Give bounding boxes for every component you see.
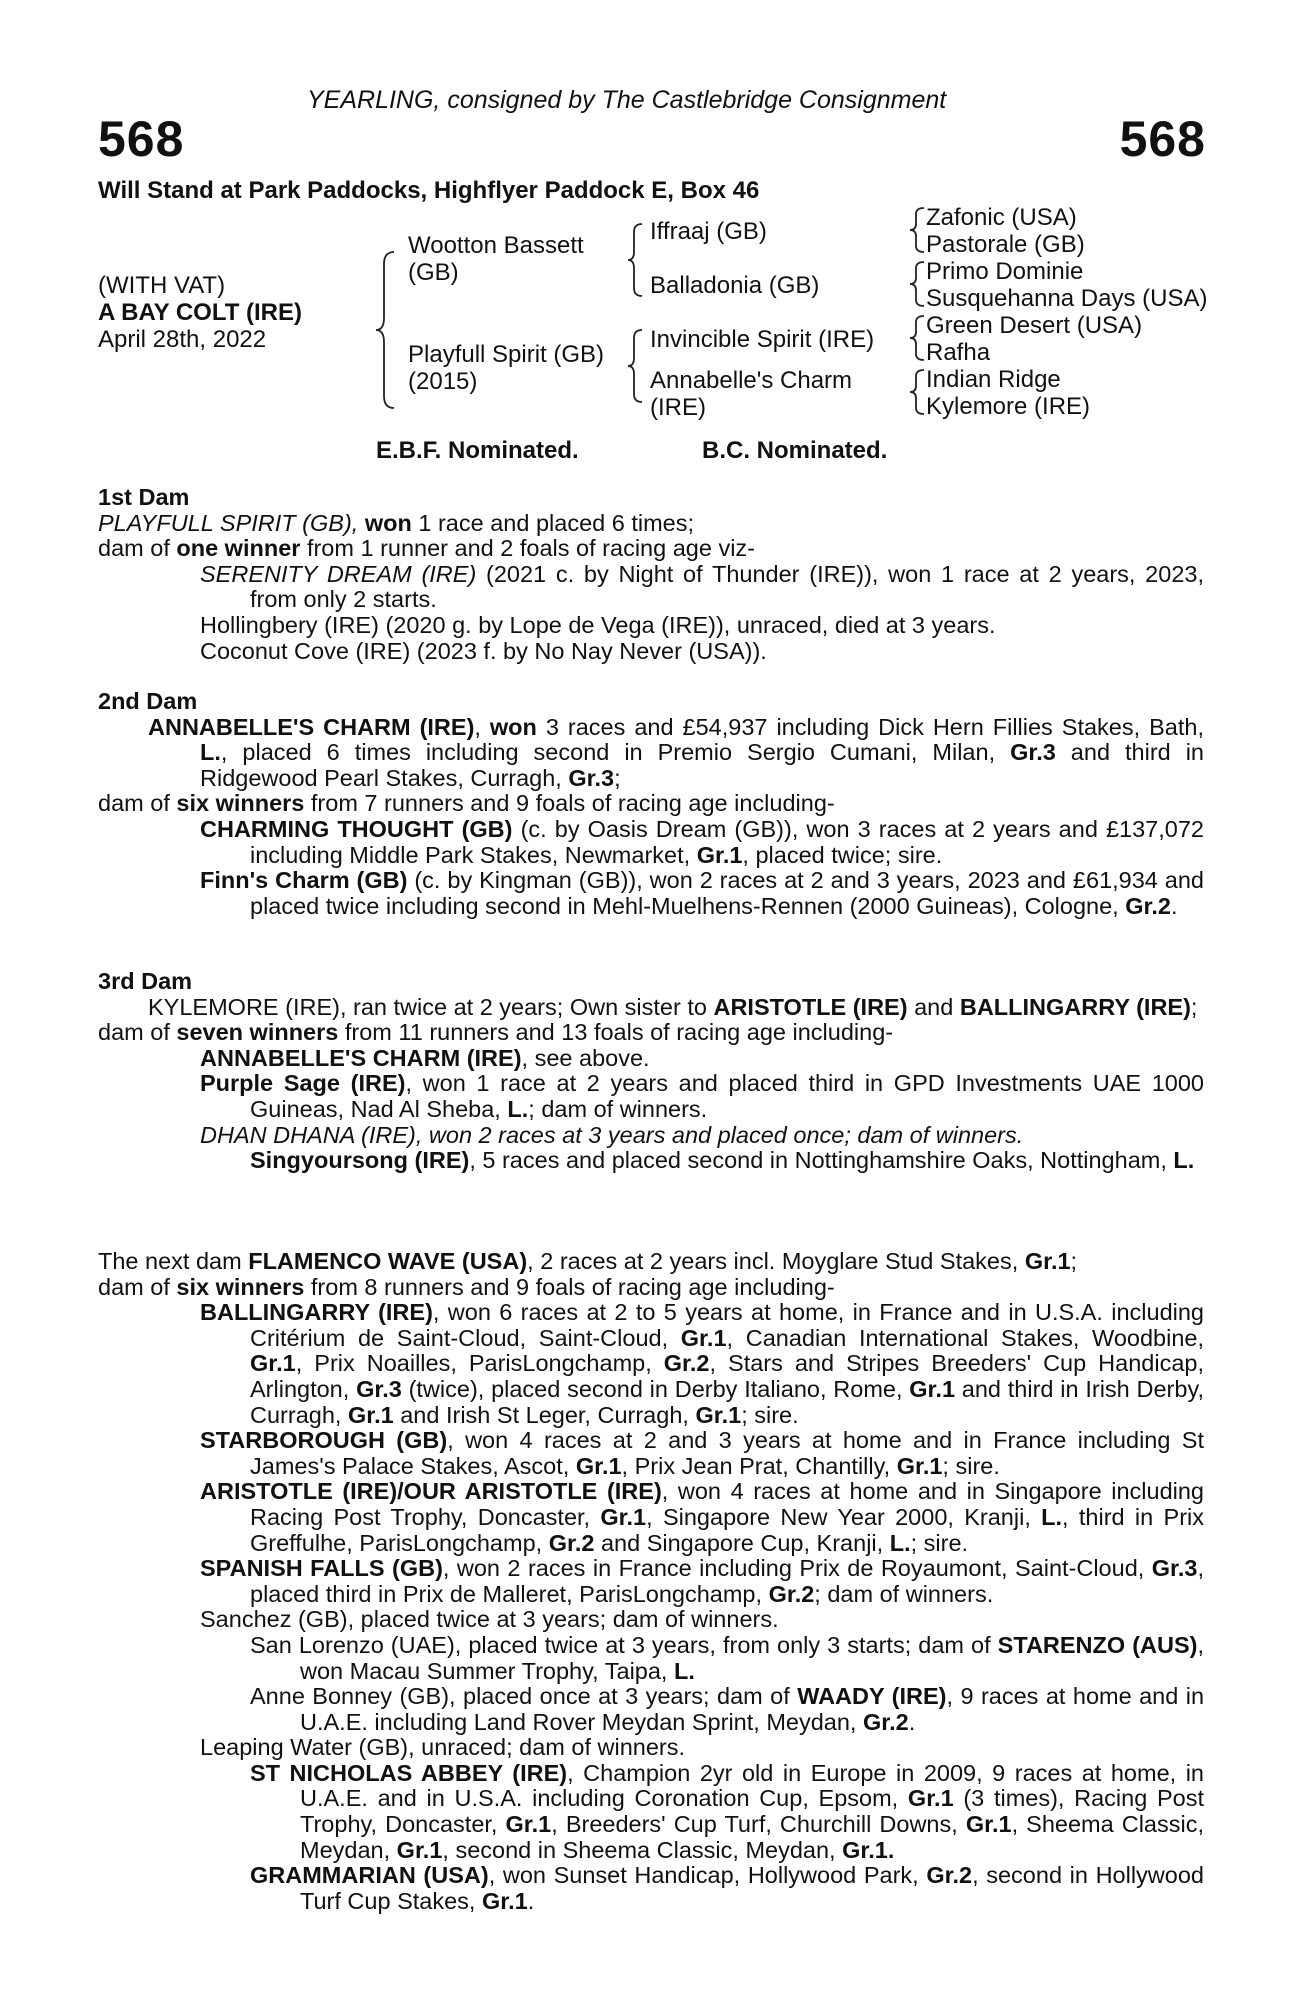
text: , second in Hollywood Turf Cup Stakes, bbox=[300, 1862, 1204, 1914]
text: dam of bbox=[98, 790, 177, 817]
second-dam-section bbox=[98, 689, 1204, 919]
section-heading: 3rd Dam bbox=[98, 968, 193, 994]
text: ; bbox=[1070, 1248, 1078, 1274]
text: , 5 races and placed second in Nottinghamshire Oaks, Nottingham, bbox=[469, 1147, 1174, 1174]
text: KYLEMORE (IRE), ran twice at 2 years; Own sister to bbox=[148, 993, 714, 1020]
g3-6: Rafha bbox=[926, 339, 991, 366]
winners-count: seven winners bbox=[176, 1019, 339, 1046]
vat-note: (WITH VAT) bbox=[98, 272, 226, 299]
produce-entry bbox=[98, 1684, 1204, 1735]
sire-dam: Balladonia (GB) bbox=[650, 272, 820, 299]
g3-4: Susquehanna Days (USA) bbox=[926, 285, 1208, 312]
dam-name: Playfull Spirit (GB) bbox=[408, 341, 605, 368]
text: , Singapore New Year 2000, Kranji, bbox=[646, 1503, 1042, 1530]
text: ; sire. bbox=[910, 1529, 969, 1556]
text: , third in Prix Greffulhe, ParisLongchamp, bbox=[250, 1503, 1204, 1556]
produce-name: ARISTOTLE (IRE)/OUR ARISTOTLE (IRE) bbox=[200, 1478, 662, 1505]
produce-name: GRAMMARIAN (USA) bbox=[250, 1862, 489, 1889]
grade: L. bbox=[674, 1657, 695, 1684]
produce-entry bbox=[98, 1148, 1204, 1174]
grade: Gr.1 bbox=[250, 1350, 296, 1377]
grade: Gr.1 bbox=[896, 1452, 943, 1479]
produce-entry bbox=[98, 1863, 1204, 1914]
produce-record: (2021 c. by Night of Thunder (IRE)), won 1 race at 2 years, 2023, from only 2 starts. bbox=[250, 560, 1204, 613]
produce-name: ST NICHOLAS ABBEY (IRE) bbox=[250, 1759, 568, 1786]
produce-entry: Leaping Water (GB), unraced; dam of winners. bbox=[200, 1734, 686, 1761]
text: and Singapore Cup, Kranji, bbox=[594, 1529, 890, 1556]
text: (c. by Oasis Dream (GB)), won 3 races at 2 years and £137,072 including Middle Park Stakes, Newmarket, bbox=[250, 815, 1204, 868]
g3-7: Indian Ridge bbox=[926, 366, 1061, 393]
produce-name: STARENZO (AUS) bbox=[997, 1631, 1198, 1658]
grade: Gr.1 bbox=[909, 1375, 956, 1402]
produce-entry: Hollingbery (IRE) (2020 g. by Lope de Vega (IRE)), unraced, died at 3 years. bbox=[200, 611, 996, 638]
text: , Sheema Classic, Meydan, bbox=[300, 1811, 1204, 1863]
grade: Gr.1 bbox=[907, 1785, 954, 1812]
text: , Prix Jean Prat, Chantilly, bbox=[621, 1452, 897, 1479]
dam-name: FLAMENCO WAVE (USA) bbox=[248, 1248, 528, 1274]
text: ; sire. bbox=[942, 1452, 1000, 1479]
stand-location: Will Stand at Park Paddocks, Highflyer Paddock E, Box 46 bbox=[98, 177, 760, 204]
winners-count: one winner bbox=[176, 535, 301, 562]
dam-year: (2015) bbox=[408, 368, 478, 395]
text: , 2 races at 2 years incl. Moyglare Stud Stakes, bbox=[527, 1248, 1025, 1274]
text: , placed third in Prix de Malleret, ParisLongchamp, bbox=[250, 1555, 1204, 1607]
produce-entry bbox=[98, 1071, 1204, 1122]
text: . bbox=[908, 1708, 916, 1735]
produce-entry bbox=[98, 1633, 1204, 1684]
text: dam of bbox=[98, 535, 177, 562]
text: , won Sunset Handicap, Hollywood Park, bbox=[488, 1862, 927, 1889]
text: , won Macau Summer Trophy, Taipa, bbox=[300, 1631, 1204, 1684]
consignment-line: YEARLING, consigned by The Castlebridge Consignment bbox=[307, 86, 947, 114]
text: , Champion 2yr old in Europe in 2009, 9 races at home, in U.A.E. and in U.S.A. including Coronation Cup, Epsom, bbox=[300, 1759, 1204, 1812]
horse-name: BALLINGARRY (IRE) bbox=[959, 993, 1191, 1020]
text: , won 2 races in France including Prix de Royaumont, Saint-Cloud, bbox=[442, 1555, 1152, 1582]
produce-entry bbox=[98, 1046, 1204, 1072]
text: . bbox=[1170, 892, 1178, 919]
text: , won 4 races at 2 and 3 years at home and in France including St James's Palace Stakes, Ascot, bbox=[250, 1427, 1204, 1479]
g3-5: Green Desert (USA) bbox=[926, 312, 1143, 339]
dam-dam-country: (IRE) bbox=[650, 394, 706, 421]
text: , won 1 race at 2 years and placed third in GPD Investments UAE 1000 Guineas, Nad Al Sheba, bbox=[250, 1070, 1204, 1122]
g3-2: Pastorale (GB) bbox=[926, 231, 1085, 258]
dam-entry bbox=[98, 1249, 1204, 1275]
grade: Gr.2 bbox=[926, 1862, 973, 1889]
produce-name: WAADY (IRE) bbox=[797, 1683, 947, 1710]
dam-name: ANNABELLE'S CHARM (IRE) bbox=[148, 713, 475, 740]
won-label: won bbox=[489, 713, 537, 740]
text: ; dam of winners. bbox=[528, 1095, 708, 1122]
text: , bbox=[474, 713, 490, 740]
next-dam-section bbox=[98, 1249, 1204, 1914]
produce-entry: Sanchez (GB), placed twice at 3 years; dam of winners. bbox=[200, 1606, 779, 1633]
produce-name: Purple Sage (IRE) bbox=[200, 1070, 406, 1097]
grade: Gr.1 bbox=[680, 1324, 727, 1351]
brace-icon bbox=[372, 248, 402, 412]
brace-icon bbox=[906, 312, 928, 364]
produce-name: ANNABELLE'S CHARM (IRE) bbox=[200, 1044, 522, 1071]
produce-name: STARBOROUGH (GB) bbox=[200, 1427, 448, 1454]
text: (twice), placed second in Derby Italiano, Rome, bbox=[401, 1375, 910, 1402]
sire-country: (GB) bbox=[408, 259, 459, 286]
text: dam of bbox=[98, 1019, 177, 1046]
ebf-nomination: E.B.F. Nominated. bbox=[376, 437, 579, 464]
brace-icon bbox=[624, 220, 646, 300]
text: The next dam bbox=[98, 1248, 249, 1274]
text: from 1 runner and 2 foals of racing age viz- bbox=[300, 535, 755, 562]
text: , won 6 races at 2 to 5 years at home, in France and in U.S.A. including Critérium de Saint-Cloud, Saint-Cloud, bbox=[250, 1299, 1205, 1351]
grade: Gr.1 bbox=[600, 1503, 647, 1530]
produce-name: BALLINGARRY (IRE) bbox=[200, 1299, 433, 1326]
won-label: won bbox=[364, 509, 412, 536]
produce-entry bbox=[98, 1479, 1204, 1556]
dam-name: PLAYFULL SPIRIT (GB), bbox=[98, 509, 365, 536]
brace-icon bbox=[906, 366, 928, 418]
text: Anne Bonney (GB), placed once at 3 years; dam of bbox=[250, 1683, 798, 1710]
grade: Gr.3 bbox=[1010, 739, 1056, 766]
text: (3 times), Racing Post Trophy, Doncaster, bbox=[300, 1785, 1205, 1838]
grade: Gr.1 bbox=[575, 1452, 622, 1479]
produce-entry: Coconut Cove (IRE) (2023 f. by No Nay Never (USA)). bbox=[200, 637, 767, 664]
g3-1: Zafonic (USA) bbox=[926, 204, 1077, 231]
text: , won 4 races at home and in Singapore including Racing Post Trophy, Doncaster, bbox=[250, 1478, 1204, 1530]
text: ; bbox=[614, 764, 621, 791]
text: , 9 races at home and in U.A.E. including Land Rover Meydan Sprint, Meydan, bbox=[300, 1683, 1205, 1735]
dam-sire: Invincible Spirit (IRE) bbox=[650, 326, 875, 353]
grade: Gr.3 bbox=[1151, 1555, 1198, 1582]
grade: Gr.2 bbox=[1125, 892, 1171, 919]
produce-name: Singyoursong (IRE) bbox=[250, 1147, 470, 1174]
record-text: 1 race and placed 6 times; bbox=[411, 509, 695, 536]
grade: L. bbox=[507, 1095, 529, 1122]
g3-3: Primo Dominie bbox=[926, 258, 1084, 285]
produce-entry bbox=[98, 1428, 1204, 1479]
dam-dam-name: Annabelle's Charm bbox=[650, 367, 853, 394]
grade: Gr.3 bbox=[356, 1375, 402, 1402]
produce-name: SERENITY DREAM (IRE) bbox=[200, 560, 477, 587]
winners-count: six winners bbox=[176, 1273, 305, 1300]
grade: L. bbox=[1041, 1503, 1063, 1530]
text: ; sire. bbox=[741, 1401, 799, 1428]
section-heading: 2nd Dam bbox=[98, 688, 198, 714]
produce-entry bbox=[98, 1556, 1204, 1607]
text: , Stars and Stripes Breeders' Cup Handicap, Arlington, bbox=[250, 1350, 1204, 1402]
produce-entry bbox=[98, 1300, 1204, 1428]
text: . bbox=[527, 1887, 535, 1914]
produce-entry: DHAN DHANA (IRE), won 2 races at 3 years and placed once; dam of winners. bbox=[200, 1121, 1024, 1148]
winners-count: six winners bbox=[176, 790, 305, 817]
bc-nomination: B.C. Nominated. bbox=[702, 437, 888, 464]
grade: Gr.2 bbox=[663, 1350, 710, 1377]
grade: Gr.2 bbox=[768, 1580, 815, 1607]
grade: Gr.2 bbox=[548, 1529, 595, 1556]
sire-sire: Iffraaj (GB) bbox=[650, 218, 767, 245]
lot-number-right: 568 bbox=[1119, 111, 1206, 167]
text: , Prix Noailles, ParisLongchamp, bbox=[295, 1350, 664, 1377]
grade: Gr.1 bbox=[696, 841, 743, 868]
dam-entry bbox=[98, 715, 1204, 792]
grade: Gr.1 bbox=[505, 1811, 552, 1838]
grade: Gr.2 bbox=[863, 1708, 909, 1735]
grade: L. bbox=[1173, 1147, 1195, 1174]
text: 3 races and £54,937 including Dick Hern Fillies Stakes, Bath, bbox=[536, 713, 1204, 740]
produce-entry bbox=[98, 1761, 1204, 1863]
text: , Canadian International Stakes, Woodbine, bbox=[726, 1324, 1204, 1351]
text: (c. by Kingman (GB)), won 2 races at 2 and 3 years, 2023 and £61,934 and placed twice including second in Mehl-Muelhens-Rennen (2000 Guineas), Cologne, bbox=[250, 867, 1204, 919]
text: , Breeders' Cup Turf, Churchill Downs, bbox=[551, 1811, 966, 1838]
grade: Gr.1. bbox=[842, 1836, 895, 1863]
first-dam-section bbox=[98, 485, 1204, 664]
grade: L. bbox=[889, 1529, 911, 1556]
brace-icon bbox=[906, 258, 928, 310]
lot-number-left: 568 bbox=[98, 111, 185, 167]
foaling-date: April 28th, 2022 bbox=[98, 326, 267, 353]
dam-entry bbox=[98, 995, 1204, 1021]
sire-name: Wootton Bassett bbox=[408, 232, 584, 259]
horse-name: A BAY COLT (IRE) bbox=[98, 299, 303, 326]
text: , placed 6 times including second in Premio Sergio Cumani, Milan, bbox=[220, 739, 1011, 766]
text: and third in Ridgewood Pearl Stakes, Curragh, bbox=[200, 739, 1204, 791]
brace-icon bbox=[624, 326, 646, 406]
grade: Gr.1 bbox=[965, 1811, 1012, 1838]
grade: Gr.1 bbox=[1024, 1248, 1071, 1274]
third-dam-section bbox=[98, 969, 1204, 1174]
grade: Gr.1 bbox=[396, 1836, 443, 1863]
grade: Gr.3 bbox=[568, 764, 615, 791]
produce-name: SPANISH FALLS (GB) bbox=[200, 1555, 443, 1582]
text: ; bbox=[1190, 993, 1198, 1020]
grade: Gr.1 bbox=[695, 1401, 742, 1428]
grade: Gr.1 bbox=[347, 1401, 394, 1428]
produce-entry bbox=[98, 562, 1204, 613]
brace-icon bbox=[906, 204, 928, 256]
text: ; dam of winners. bbox=[814, 1580, 994, 1607]
produce-entry bbox=[98, 817, 1204, 868]
text: and third in Irish Derby, Curragh, bbox=[250, 1375, 1204, 1428]
produce-name: CHARMING THOUGHT (GB) bbox=[200, 815, 513, 842]
text: San Lorenzo (UAE), placed twice at 3 years, from only 3 starts; dam of bbox=[250, 1631, 998, 1658]
g3-8: Kylemore (IRE) bbox=[926, 393, 1091, 420]
section-heading: 1st Dam bbox=[98, 484, 190, 510]
text: from 8 runners and 9 foals of racing age including- bbox=[304, 1273, 835, 1300]
text: from 11 runners and 13 foals of racing age including- bbox=[338, 1019, 894, 1046]
text: , placed twice; sire. bbox=[742, 841, 943, 868]
text: and bbox=[907, 993, 960, 1020]
grade: Gr.1 bbox=[481, 1887, 528, 1914]
text: , see above. bbox=[521, 1044, 650, 1071]
horse-name: ARISTOTLE (IRE) bbox=[713, 993, 908, 1020]
text: , second in Sheema Classic, Meydan, bbox=[442, 1836, 843, 1863]
text: from 7 runners and 9 foals of racing age including- bbox=[304, 790, 835, 817]
text: and Irish St Leger, Curragh, bbox=[393, 1401, 696, 1428]
grade: L. bbox=[200, 739, 221, 766]
text: dam of bbox=[98, 1273, 177, 1300]
produce-entry bbox=[98, 868, 1204, 919]
produce-name: Finn's Charm (GB) bbox=[200, 867, 408, 894]
